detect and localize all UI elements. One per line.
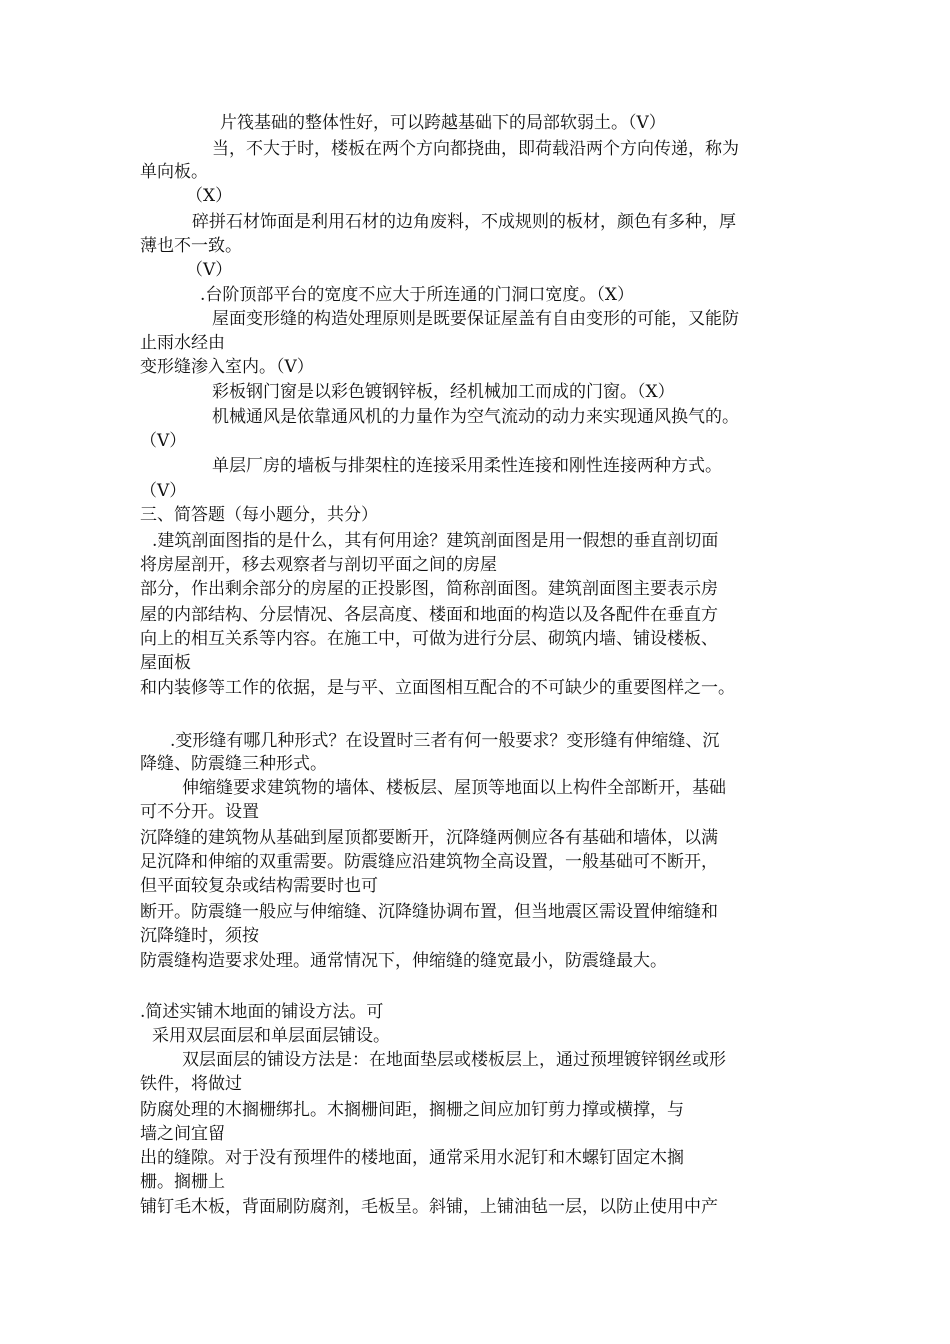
text-line: 栅。搁栅上 (140, 1172, 225, 1192)
text-line: 铁件，将做过 (140, 1074, 242, 1094)
text-line: 当，不大于时，楼板在两个方向都挠曲，即荷载沿两个方向传递，称为 (212, 139, 739, 159)
text-line: 屋面变形缝的构造处理原则是既要保证屋盖有自由变形的可能，又能防 (212, 309, 739, 329)
text-line: 屋面板 (140, 653, 191, 673)
text-line: 薄也不一致。 (140, 236, 242, 256)
text-line: 铺钉毛木板，背面刷防腐剂，毛板呈。斜铺，上铺油毡一层，以防止使用中产 (140, 1197, 718, 1217)
text-line: 足沉降和伸缩的双重需要。防震缝应沿建筑物全高设置，一般基础可不断开， (140, 852, 718, 872)
text-line: .台阶顶部平台的宽度不应大于所连通的门洞口宽度。（X） (200, 285, 635, 305)
text-line: 墙之间宜留 (140, 1124, 225, 1144)
text-line: 机械通风是依靠通风机的力量作为空气流动的动力来实现通风换气的。 (212, 407, 739, 427)
text-line: 断开。防震缝一般应与伸缩缝、沉降缝协调布置，但当地震区需设置伸缩缝和 (140, 902, 718, 922)
text-line: .建筑剖面图指的是什么，其有何用途？建筑剖面图是用一假想的垂直剖切面 (152, 531, 719, 551)
text-line: 防震缝构造要求处理。通常情况下，伸缩缝的缝宽最小，防震缝最大。 (140, 951, 667, 971)
text-line: 沉降缝时，须按 (140, 926, 259, 946)
text-line: （V） (140, 481, 187, 501)
text-line: 防腐处理的木搁栅绑扎。木搁栅间距，搁栅之间应加钉剪力撑或横撑，与 (140, 1100, 684, 1120)
text-line: 将房屋剖开，移去观察者与剖切平面之间的房屋 (140, 555, 497, 575)
text-line: 双层面层的铺设方法是：在地面垫层或楼板层上，通过预埋镀锌钢丝或形 (182, 1050, 726, 1070)
text-line: （V） (186, 260, 233, 280)
text-line: （V） (140, 431, 187, 451)
text-line: .简述实铺木地面的铺设方法。可 (140, 1002, 384, 1022)
text-line: 降缝、防震缝三种形式。 (140, 754, 327, 774)
text-line: 变形缝渗入室内。（V） (140, 357, 314, 377)
text-line: （X） (186, 186, 233, 206)
text-line: 碎拼石材饰面是利用石材的边角废料，不成规则的板材，颜色有多种，厚 (192, 212, 736, 232)
text-line: 单向板。 (140, 162, 208, 182)
text-line: 彩板钢门窗是以彩色镀钢锌板，经机械加工而成的门窗。（X） (212, 382, 675, 402)
text-line: 片筏基础的整体性好，可以跨越基础下的局部软弱土。（V） (220, 113, 666, 133)
text-line: 出的缝隙。对于没有预埋件的楼地面，通常采用水泥钉和木螺钉固定木搁 (140, 1148, 684, 1168)
text-line: 屋的内部结构、分层情况、各层高度、楼面和地面的构造以及各配件在垂直方 (140, 605, 718, 625)
text-line: 向上的相互关系等内容。在施工中，可做为进行分层、砌筑内墙、铺设楼板、 (140, 629, 718, 649)
text-line: 沉降缝的建筑物从基础到屋顶都要断开，沉降缝两侧应各有基础和墙体，以满 (140, 828, 718, 848)
section-heading: 三、简答题（每小题分，共分） (140, 505, 378, 525)
text-line: 可不分开。设置 (140, 802, 259, 822)
text-line: 采用双层面层和单层面层铺设。 (152, 1026, 390, 1046)
text-line: 部分，作出剩余部分的房屋的正投影图，简称剖面图。建筑剖面图主要表示房 (140, 579, 718, 599)
text-line: 单层厂房的墙板与排架柱的连接采用柔性连接和刚性连接两种方式。 (212, 456, 722, 476)
text-line: 和内装修等工作的依据，是与平、立面图相互配合的不可缺少的重要图样之一。 (140, 678, 735, 698)
text-line: 伸缩缝要求建筑物的墙体、楼板层、屋顶等地面以上构件全部断开，基础 (182, 778, 726, 798)
text-line: .变形缝有哪几种形式？在设置时三者有何一般要求？变形缝有伸缩缝、沉 (170, 731, 720, 751)
text-line: 但平面较复杂或结构需要时也可 (140, 876, 378, 896)
text-line: 止雨水经由 (140, 333, 225, 353)
